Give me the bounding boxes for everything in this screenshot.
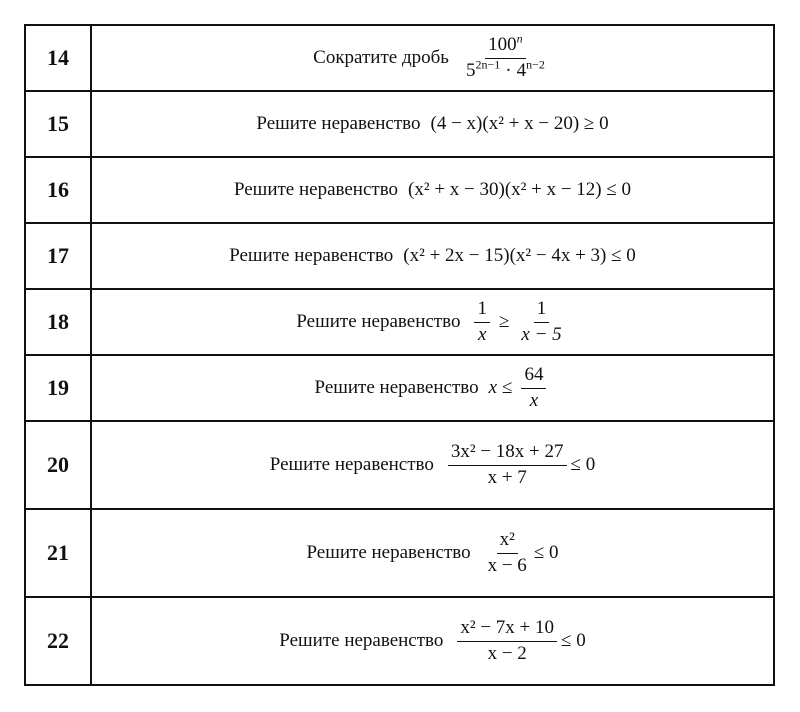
- problem-task: [91, 223, 774, 289]
- table-row: [25, 421, 774, 509]
- problem-task: [91, 289, 774, 355]
- problem-formula: $\frac{\text{x²}}{x - 6}$ ≤ 0: [487, 528, 559, 576]
- problem-task: [91, 91, 774, 157]
- problem-number: 22: [25, 597, 91, 685]
- problem-task: [91, 421, 774, 509]
- problem-number: 19: [25, 355, 91, 421]
- table-row: [25, 597, 774, 685]
- table-row: [25, 91, 774, 157]
- problem-prompt: Решите неравенство: [314, 377, 479, 398]
- problem-task: [91, 355, 774, 421]
- problem-prompt: Решите неравенство: [306, 542, 471, 563]
- problem-prompt: Сократите дробь: [313, 47, 449, 68]
- problem-formula: $\frac{\text{3x² − 18x + 27}}{x + 7}$ ≤ 0: [444, 442, 595, 489]
- problem-formula: $\frac{100^n}{5^{2n-1} \cdot 4^{n-2}}$: [465, 31, 545, 81]
- problem-prompt: Решите неравенство: [296, 311, 461, 332]
- problem-formula: $\frac{\text{x² − 7x + 10}}{x - 2}$ ≤ 0: [453, 618, 585, 665]
- problem-prompt: Решите неравенство: [233, 179, 399, 200]
- table-row: [25, 289, 774, 355]
- problem-number: 15: [25, 91, 91, 157]
- table-row: [25, 25, 774, 91]
- problem-formula: (x² + 2x − 15)(x² − 4x + 3) ≤ 0: [403, 245, 636, 266]
- problem-formula: x ≤ $\frac{64}{x}$: [489, 365, 551, 412]
- table-row: [25, 223, 774, 289]
- problem-formula: (x² + x − 30)(x² + x − 12) ≤ 0: [408, 179, 632, 200]
- problem-prompt: Решите неравенство: [279, 630, 444, 651]
- problem-number: 17: [25, 223, 91, 289]
- table-row: [25, 509, 774, 597]
- problems-table: [24, 24, 775, 686]
- problem-task: [91, 509, 774, 597]
- problem-task: [91, 25, 774, 91]
- table-row: [25, 355, 774, 421]
- problem-number: 21: [25, 509, 91, 597]
- problem-task: [91, 597, 774, 685]
- table-row: [25, 157, 774, 223]
- problem-number: 16: [25, 157, 91, 223]
- problem-formula: $\frac{1}{x}$ ≥ $\frac{1}{x - 5}$: [470, 299, 568, 346]
- problem-prompt: Решите неравенство: [269, 454, 434, 475]
- problem-number: 18: [25, 289, 91, 355]
- problem-number: 20: [25, 421, 91, 509]
- problem-task: [91, 157, 774, 223]
- problem-prompt: Решите неравенство: [256, 113, 421, 134]
- problem-prompt: Решите неравенство: [229, 245, 394, 266]
- problem-number: 14: [25, 25, 91, 91]
- problem-formula: (4 − x)(x² + x − 20) ≥ 0: [430, 113, 609, 134]
